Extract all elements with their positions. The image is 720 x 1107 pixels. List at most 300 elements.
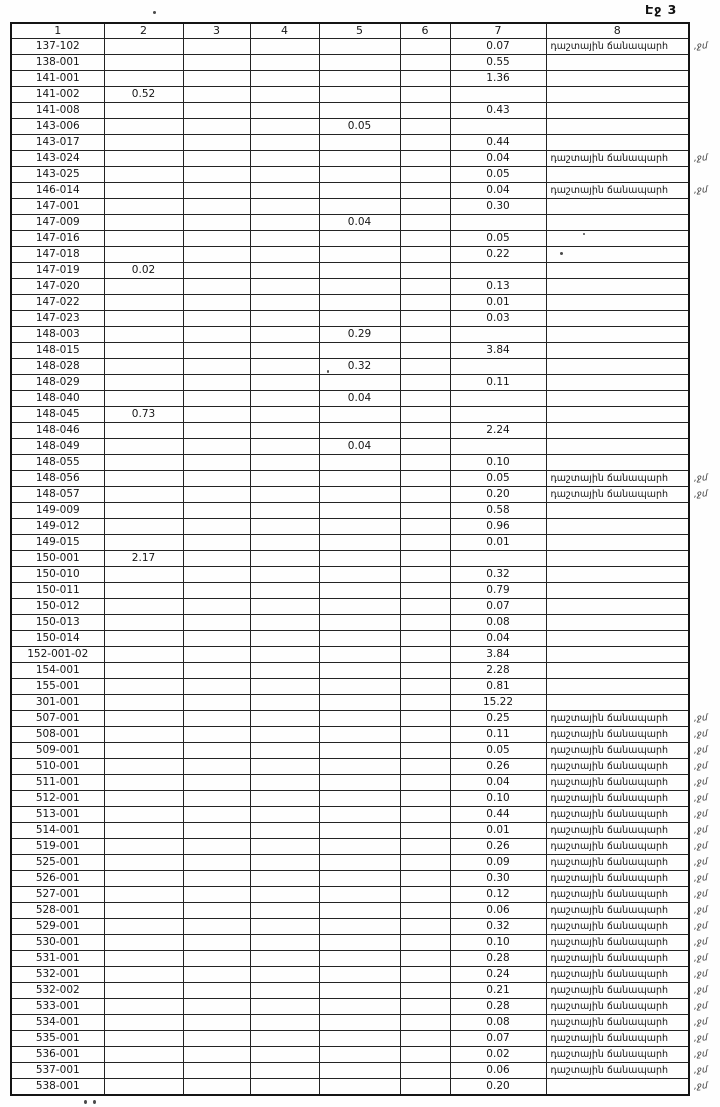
table-row — [11, 855, 689, 871]
value-cell-col3 — [183, 119, 250, 135]
handwritten-margin-mark: ,ջմ — [693, 856, 708, 868]
handwritten-margin-mark: ,ջմ — [693, 840, 708, 852]
land-use-cell: դաշտային ճանապարհ ,ջմ — [546, 791, 689, 807]
value-cell-col3 — [183, 215, 250, 231]
land-use-cell: դաշտային ճանապարհ ,ջմ — [546, 151, 689, 167]
land-use-cell — [546, 647, 689, 663]
land-use-cell: դաշտային ճանապարհ ,ջմ — [546, 935, 689, 951]
value-cell-col2 — [104, 599, 183, 615]
value-cell-col5 — [319, 1079, 400, 1096]
value-cell-col2 — [104, 567, 183, 583]
value-cell-col5 — [319, 423, 400, 439]
parcel-code-cell: 147-009 — [11, 215, 104, 231]
table-row — [11, 1031, 689, 1047]
value-cell-col7: 0.30 — [450, 199, 546, 215]
land-use-cell — [546, 231, 689, 247]
value-cell-col5 — [319, 871, 400, 887]
parcel-code-cell: 141-008 — [11, 103, 104, 119]
value-cell-col3 — [183, 503, 250, 519]
table-row — [11, 999, 689, 1015]
value-cell-col7 — [450, 119, 546, 135]
value-cell-col2 — [104, 327, 183, 343]
parcel-code-cell: 148-057 — [11, 487, 104, 503]
land-use-cell — [546, 279, 689, 295]
value-cell-col7: 0.10 — [450, 791, 546, 807]
value-cell-col6 — [400, 647, 450, 663]
land-use-cell — [546, 551, 689, 567]
value-cell-col4 — [250, 311, 319, 327]
value-cell-col5 — [319, 759, 400, 775]
land-use-cell: դաշտային ճանապարհ ,ջմ — [546, 743, 689, 759]
value-cell-col5 — [319, 599, 400, 615]
parcel-code-cell: 532-001 — [11, 967, 104, 983]
value-cell-col6 — [400, 695, 450, 711]
value-cell-col7: 2.24 — [450, 423, 546, 439]
value-cell-col3 — [183, 679, 250, 695]
value-cell-col2 — [104, 199, 183, 215]
land-use-cell — [546, 103, 689, 119]
table-row — [11, 247, 689, 263]
value-cell-col2 — [104, 423, 183, 439]
parcel-code-cell: 530-001 — [11, 935, 104, 951]
value-cell-col3 — [183, 343, 250, 359]
value-cell-col2 — [104, 695, 183, 711]
value-cell-col3 — [183, 359, 250, 375]
value-cell-col4 — [250, 343, 319, 359]
value-cell-col5 — [319, 519, 400, 535]
value-cell-col5 — [319, 343, 400, 359]
table-row — [11, 87, 689, 103]
value-cell-col4 — [250, 743, 319, 759]
value-cell-col3 — [183, 167, 250, 183]
parcel-code-cell: 536-001 — [11, 1047, 104, 1063]
table-row — [11, 439, 689, 455]
value-cell-col2 — [104, 631, 183, 647]
handwritten-margin-mark: ,ջմ — [693, 936, 708, 948]
table-row — [11, 823, 689, 839]
parcel-code-cell: 514-001 — [11, 823, 104, 839]
value-cell-col5: 0.32 — [319, 359, 400, 375]
table-row — [11, 519, 689, 535]
value-cell-col5 — [319, 983, 400, 999]
value-cell-col3 — [183, 695, 250, 711]
value-cell-col3 — [183, 1015, 250, 1031]
land-use-cell — [546, 135, 689, 151]
parcel-code-cell: 150-014 — [11, 631, 104, 647]
land-use-cell: դաշտային ճանապարհ ,ջմ — [546, 727, 689, 743]
value-cell-col4 — [250, 87, 319, 103]
value-cell-col4 — [250, 455, 319, 471]
value-cell-col3 — [183, 487, 250, 503]
value-cell-col3 — [183, 199, 250, 215]
value-cell-col4 — [250, 1047, 319, 1063]
parcel-code-cell: 147-018 — [11, 247, 104, 263]
value-cell-col2 — [104, 663, 183, 679]
value-cell-col6 — [400, 679, 450, 695]
value-cell-col4 — [250, 439, 319, 455]
table-row — [11, 679, 689, 695]
value-cell-col6 — [400, 1015, 450, 1031]
table-row — [11, 167, 689, 183]
value-cell-col5 — [319, 247, 400, 263]
parcel-code-cell: 141-001 — [11, 71, 104, 87]
value-cell-col4 — [250, 663, 319, 679]
table-row — [11, 407, 689, 423]
value-cell-col3 — [183, 247, 250, 263]
land-parcel-table — [10, 22, 708, 1096]
value-cell-col2 — [104, 391, 183, 407]
value-cell-col2 — [104, 679, 183, 695]
handwritten-margin-mark: ,ջմ — [693, 40, 708, 52]
column-header-1: 1 — [11, 23, 104, 39]
table-row — [11, 791, 689, 807]
value-cell-col4 — [250, 535, 319, 551]
value-cell-col6 — [400, 119, 450, 135]
value-cell-col4 — [250, 999, 319, 1015]
value-cell-col4 — [250, 135, 319, 151]
value-cell-col3 — [183, 535, 250, 551]
value-cell-col5 — [319, 647, 400, 663]
value-cell-col5 — [319, 727, 400, 743]
land-use-cell — [546, 663, 689, 679]
parcel-code-cell: 147-016 — [11, 231, 104, 247]
value-cell-col2 — [104, 71, 183, 87]
value-cell-col3 — [183, 951, 250, 967]
parcel-code-cell: 148-046 — [11, 423, 104, 439]
land-use-cell: դաշտային ճանապարհ ,ջմ — [546, 903, 689, 919]
table-row — [11, 199, 689, 215]
land-use-cell — [546, 407, 689, 423]
value-cell-col4 — [250, 519, 319, 535]
land-use-cell: դաշտային ճանապարհ ,ջմ — [546, 471, 689, 487]
parcel-code-cell: 147-020 — [11, 279, 104, 295]
value-cell-col4 — [250, 807, 319, 823]
column-header-6: 6 — [400, 23, 450, 39]
table-row — [11, 1079, 689, 1096]
land-use-cell — [546, 263, 689, 279]
land-use-cell — [546, 167, 689, 183]
value-cell-col4 — [250, 887, 319, 903]
value-cell-col4 — [250, 759, 319, 775]
value-cell-col7 — [450, 215, 546, 231]
parcel-code-cell: 528-001 — [11, 903, 104, 919]
value-cell-col5: 0.05 — [319, 119, 400, 135]
value-cell-col3 — [183, 775, 250, 791]
table-row — [11, 455, 689, 471]
value-cell-col5 — [319, 903, 400, 919]
value-cell-col2 — [104, 39, 183, 55]
value-cell-col7: 0.06 — [450, 1063, 546, 1079]
value-cell-col3 — [183, 551, 250, 567]
value-cell-col2 — [104, 439, 183, 455]
value-cell-col5 — [319, 231, 400, 247]
value-cell-col2 — [104, 279, 183, 295]
value-cell-col3 — [183, 615, 250, 631]
value-cell-col6 — [400, 215, 450, 231]
value-cell-col7: 0.01 — [450, 823, 546, 839]
value-cell-col4 — [250, 39, 319, 55]
value-cell-col3 — [183, 151, 250, 167]
table-row — [11, 343, 689, 359]
value-cell-col7: 0.04 — [450, 631, 546, 647]
value-cell-col5 — [319, 631, 400, 647]
value-cell-col5 — [319, 615, 400, 631]
value-cell-col7: 0.58 — [450, 503, 546, 519]
value-cell-col2 — [104, 951, 183, 967]
land-use-cell: դաշտային ճանապարհ ,ջմ — [546, 183, 689, 199]
value-cell-col3 — [183, 327, 250, 343]
value-cell-col6 — [400, 135, 450, 151]
table-row — [11, 215, 689, 231]
parcel-code-cell: 301-001 — [11, 695, 104, 711]
value-cell-col6 — [400, 279, 450, 295]
value-cell-col4 — [250, 71, 319, 87]
value-cell-col4 — [250, 327, 319, 343]
value-cell-col4 — [250, 583, 319, 599]
value-cell-col3 — [183, 439, 250, 455]
parcel-code-cell: 143-025 — [11, 167, 104, 183]
parcel-code-cell: 519-001 — [11, 839, 104, 855]
table-row — [11, 839, 689, 855]
value-cell-col2 — [104, 1031, 183, 1047]
value-cell-col3 — [183, 455, 250, 471]
value-cell-col7: 0.12 — [450, 887, 546, 903]
column-header-5: 5 — [319, 23, 400, 39]
table-row — [11, 231, 689, 247]
land-use-cell: դաշտային ճանապարհ ,ջմ — [546, 711, 689, 727]
value-cell-col3 — [183, 583, 250, 599]
value-cell-col2 — [104, 247, 183, 263]
value-cell-col6 — [400, 71, 450, 87]
value-cell-col4 — [250, 471, 319, 487]
value-cell-col5 — [319, 679, 400, 695]
value-cell-col3 — [183, 1063, 250, 1079]
land-use-cell — [546, 631, 689, 647]
value-cell-col7: 0.04 — [450, 183, 546, 199]
parcel-code-cell: 155-001 — [11, 679, 104, 695]
parcel-code-cell: 534-001 — [11, 1015, 104, 1031]
value-cell-col3 — [183, 855, 250, 871]
parcel-code-cell: 507-001 — [11, 711, 104, 727]
table-row — [11, 423, 689, 439]
handwritten-margin-mark: ,ջմ — [693, 776, 708, 788]
value-cell-col7: 0.07 — [450, 599, 546, 615]
value-cell-col2 — [104, 183, 183, 199]
value-cell-col2 — [104, 167, 183, 183]
value-cell-col2 — [104, 807, 183, 823]
value-cell-col4 — [250, 199, 319, 215]
table-row — [11, 1063, 689, 1079]
value-cell-col6 — [400, 103, 450, 119]
value-cell-col2 — [104, 487, 183, 503]
handwritten-margin-mark: ,ջմ — [693, 792, 708, 804]
value-cell-col4 — [250, 503, 319, 519]
land-use-cell — [546, 455, 689, 471]
table-row — [11, 967, 689, 983]
value-cell-col6 — [400, 839, 450, 855]
value-cell-col5 — [319, 999, 400, 1015]
value-cell-col4 — [250, 631, 319, 647]
value-cell-col2 — [104, 55, 183, 71]
land-use-cell — [546, 311, 689, 327]
parcel-code-cell: 148-055 — [11, 455, 104, 471]
value-cell-col4 — [250, 151, 319, 167]
value-cell-col3 — [183, 919, 250, 935]
parcel-code-cell: 148-045 — [11, 407, 104, 423]
value-cell-col7: 0.01 — [450, 295, 546, 311]
land-use-cell: դաշտային ճանապարհ ,ջմ — [546, 951, 689, 967]
value-cell-col5 — [319, 455, 400, 471]
value-cell-col6 — [400, 359, 450, 375]
value-cell-col2: 0.02 — [104, 263, 183, 279]
value-cell-col5 — [319, 199, 400, 215]
value-cell-col4 — [250, 823, 319, 839]
value-cell-col6 — [400, 263, 450, 279]
value-cell-col6 — [400, 1063, 450, 1079]
value-cell-col6 — [400, 967, 450, 983]
value-cell-col2 — [104, 1047, 183, 1063]
parcel-code-cell: 148-049 — [11, 439, 104, 455]
value-cell-col7: 0.11 — [450, 375, 546, 391]
value-cell-col5 — [319, 1015, 400, 1031]
table-row — [11, 935, 689, 951]
value-cell-col7: 0.28 — [450, 951, 546, 967]
value-cell-col5 — [319, 791, 400, 807]
value-cell-col5 — [319, 887, 400, 903]
value-cell-col4 — [250, 855, 319, 871]
table-row — [11, 727, 689, 743]
table-row — [11, 295, 689, 311]
scan-speck — [560, 252, 563, 255]
land-use-cell — [546, 679, 689, 695]
value-cell-col3 — [183, 647, 250, 663]
parcel-code-cell: 538-001 — [11, 1079, 104, 1096]
handwritten-margin-mark: ,ջմ — [693, 1048, 708, 1060]
value-cell-col4 — [250, 919, 319, 935]
value-cell-col7: 0.44 — [450, 807, 546, 823]
value-cell-col4 — [250, 983, 319, 999]
table-row — [11, 263, 689, 279]
land-use-cell: դաշտային ճանապարհ ,ջմ — [546, 919, 689, 935]
value-cell-col4 — [250, 167, 319, 183]
value-cell-col7: 0.32 — [450, 919, 546, 935]
value-cell-col6 — [400, 183, 450, 199]
value-cell-col4 — [250, 647, 319, 663]
value-cell-col4 — [250, 727, 319, 743]
parcel-code-cell: 147-001 — [11, 199, 104, 215]
value-cell-col7 — [450, 439, 546, 455]
value-cell-col2 — [104, 791, 183, 807]
value-cell-col3 — [183, 1031, 250, 1047]
value-cell-col6 — [400, 55, 450, 71]
value-cell-col3 — [183, 311, 250, 327]
land-use-cell — [546, 343, 689, 359]
value-cell-col6 — [400, 327, 450, 343]
value-cell-col6 — [400, 727, 450, 743]
table-row — [11, 471, 689, 487]
land-use-cell: դաշտային ճանապարհ ,ջմ — [546, 775, 689, 791]
handwritten-margin-mark: ,ջմ — [693, 808, 708, 820]
value-cell-col7: 0.20 — [450, 487, 546, 503]
value-cell-col6 — [400, 855, 450, 871]
value-cell-col3 — [183, 743, 250, 759]
table-row — [11, 375, 689, 391]
value-cell-col7: 0.04 — [450, 151, 546, 167]
value-cell-col2 — [104, 983, 183, 999]
value-cell-col2 — [104, 775, 183, 791]
value-cell-col5 — [319, 1031, 400, 1047]
table-row — [11, 631, 689, 647]
value-cell-col7: 0.06 — [450, 903, 546, 919]
value-cell-col5 — [319, 1063, 400, 1079]
parcel-code-cell: 525-001 — [11, 855, 104, 871]
value-cell-col6 — [400, 487, 450, 503]
land-use-cell: դաշտային ճանապարհ ,ջմ — [546, 871, 689, 887]
value-cell-col6 — [400, 231, 450, 247]
handwritten-margin-mark: ,ջմ — [693, 920, 708, 932]
value-cell-col7: 1.36 — [450, 71, 546, 87]
table-body — [11, 39, 708, 1096]
scan-speck — [84, 1100, 87, 1104]
parcel-code-cell: 529-001 — [11, 919, 104, 935]
value-cell-col3 — [183, 599, 250, 615]
land-use-cell: դաշտային ճանապարհ ,ջմ — [546, 807, 689, 823]
value-cell-col3 — [183, 519, 250, 535]
value-cell-col3 — [183, 87, 250, 103]
value-cell-col7: 3.84 — [450, 343, 546, 359]
value-cell-col4 — [250, 103, 319, 119]
parcel-code-cell: 537-001 — [11, 1063, 104, 1079]
value-cell-col7: 0.43 — [450, 103, 546, 119]
value-cell-col4 — [250, 791, 319, 807]
value-cell-col3 — [183, 71, 250, 87]
value-cell-col3 — [183, 423, 250, 439]
value-cell-col4 — [250, 1031, 319, 1047]
table-row — [11, 759, 689, 775]
value-cell-col7: 0.20 — [450, 1079, 546, 1096]
value-cell-col5 — [319, 311, 400, 327]
value-cell-col2 — [104, 503, 183, 519]
parcel-code-cell: 148-003 — [11, 327, 104, 343]
parcel-code-cell: 150-001 — [11, 551, 104, 567]
value-cell-col4 — [250, 391, 319, 407]
value-cell-col6 — [400, 903, 450, 919]
value-cell-col7 — [450, 263, 546, 279]
value-cell-col7 — [450, 407, 546, 423]
value-cell-col5 — [319, 55, 400, 71]
value-cell-col3 — [183, 727, 250, 743]
value-cell-col7: 0.10 — [450, 935, 546, 951]
land-use-cell — [546, 87, 689, 103]
parcel-code-cell: 146-014 — [11, 183, 104, 199]
value-cell-col2 — [104, 455, 183, 471]
value-cell-col5 — [319, 503, 400, 519]
land-use-cell — [546, 391, 689, 407]
value-cell-col3 — [183, 471, 250, 487]
value-cell-col5: 0.29 — [319, 327, 400, 343]
handwritten-margin-mark: ,ջմ — [693, 728, 708, 740]
land-use-cell — [546, 567, 689, 583]
value-cell-col7: 0.28 — [450, 999, 546, 1015]
value-cell-col7: 0.79 — [450, 583, 546, 599]
value-cell-col6 — [400, 711, 450, 727]
value-cell-col3 — [183, 231, 250, 247]
parcel-code-cell: 526-001 — [11, 871, 104, 887]
value-cell-col4 — [250, 615, 319, 631]
value-cell-col2 — [104, 887, 183, 903]
value-cell-col2 — [104, 151, 183, 167]
value-cell-col2 — [104, 759, 183, 775]
